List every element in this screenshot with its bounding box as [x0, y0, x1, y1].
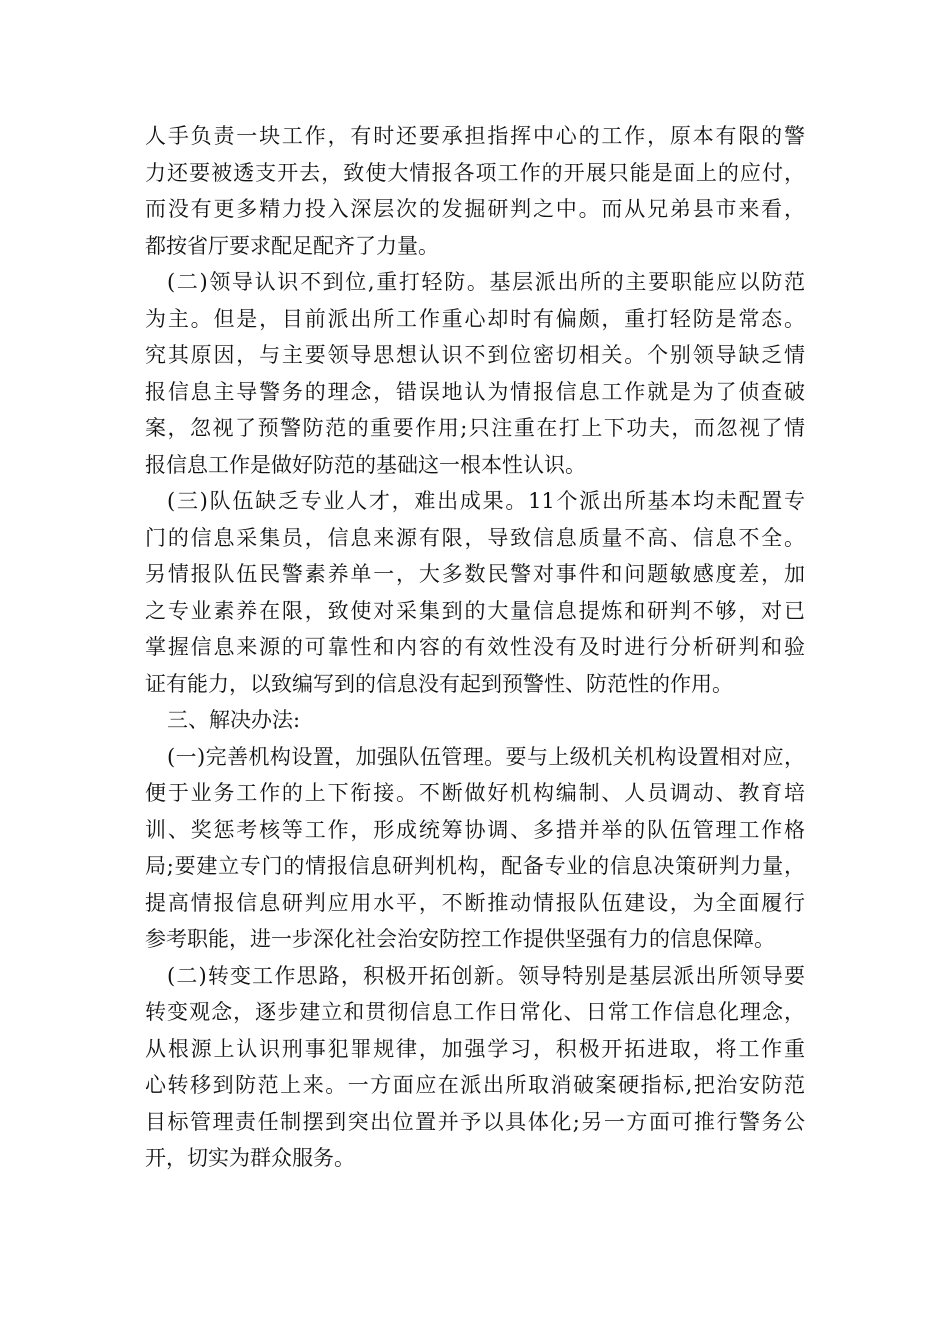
text-line: 另情报队伍民警素养单一，大多数民警对事件和问题敏感度差，加: [145, 562, 805, 586]
section-heading: [145, 702, 805, 739]
text-line: 究其原因，与主要领导思想认识不到位密切相关。个别领导缺乏情: [145, 343, 805, 367]
text-line: 便于业务工作的上下衔接。不断做好机构编制、人员调动、教育培: [145, 781, 805, 805]
text-line: 报信息工作是做好防范的基础这一根本性认识。: [145, 452, 586, 477]
text-line: 而没有更多精力投入深层次的发掘研判之中。而从兄弟县市来看，: [145, 197, 805, 221]
text-line: 开，切实为群众服务。: [145, 1146, 355, 1170]
text-line: 报信息主导警务的理念，错误地认为情报信息工作就是为了侦查破: [145, 379, 805, 404]
text-line: 力还要被透支开去，致使大情报各项工作的开展只能是面上的应付，: [145, 160, 805, 185]
text-line: 参考职能，进一步深化社会治安防控工作提供坚强有力的信息保障。: [145, 927, 775, 951]
paragraph-3: [145, 483, 805, 702]
heading-line: 三、解决办法:: [167, 708, 301, 732]
text-line: 转变观念，逐步建立和贯彻信息工作日常化、日常工作信息化理念，: [145, 1000, 805, 1024]
text-line: 之专业素养在限，致使对采集到的大量信息提炼和研判不够，对已: [145, 598, 805, 623]
text-line: 门的信息采集员，信息来源有限，导致信息质量不高、信息不全。: [145, 525, 805, 550]
text-line: 证有能力，以致编写到的信息没有起到预警性、防范性的作用。: [145, 671, 733, 696]
text-line: 目标管理责任制摆到突出位置并予以具体化;另一方面可推行警务公: [145, 1109, 805, 1134]
text-line: (二)领导认识不到位,重打轻防。基层派出所的主要职能应以防范: [167, 270, 805, 294]
text-line: 心转移到防范上来。一方面应在派出所取消破案硬指标,把治安防范: [145, 1073, 805, 1097]
text-line: 局;要建立专门的情报信息研判机构，配备专业的信息决策研判力量，: [145, 854, 805, 878]
paragraph-5: [145, 958, 805, 1177]
text-line: 为主。但是，目前派出所工作重心却时有偏颇，重打轻防是常态。: [145, 306, 805, 331]
text-line: 掌握信息来源的可靠性和内容的有效性没有及时进行分析研判和验: [145, 635, 805, 659]
text-line: 人手负责一块工作，有时还要承担指挥中心的工作，原本有限的警: [145, 124, 805, 148]
paragraph-1: [145, 118, 805, 264]
text-line: 提高情报信息研判应用水平，不断推动情报队伍建设，为全面履行: [145, 890, 805, 915]
text-line: (三)队伍缺乏专业人才，难出成果。11个派出所基本均未配置专: [167, 489, 805, 513]
text-line: 从根源上认识刑事犯罪规律，加强学习，积极开拓进取，将工作重: [145, 1036, 805, 1061]
text-line: 案，忽视了预警防范的重要作用;只注重在打上下功夫，而忽视了情: [145, 416, 805, 440]
text-line: 训、奖惩考核等工作，形成统筹协调、多措并举的队伍管理工作格: [145, 817, 805, 842]
text-line: 都按省厅要求配足配齐了力量。: [145, 233, 439, 258]
paragraph-4: [145, 739, 805, 958]
text-line: (二)转变工作思路，积极开拓创新。领导特别是基层派出所领导要: [167, 963, 805, 988]
text-line: (一)完善机构设置，加强队伍管理。要与上级机关机构设置相对应，: [167, 744, 805, 769]
paragraph-2: [145, 264, 805, 483]
document-body: [145, 118, 805, 1177]
